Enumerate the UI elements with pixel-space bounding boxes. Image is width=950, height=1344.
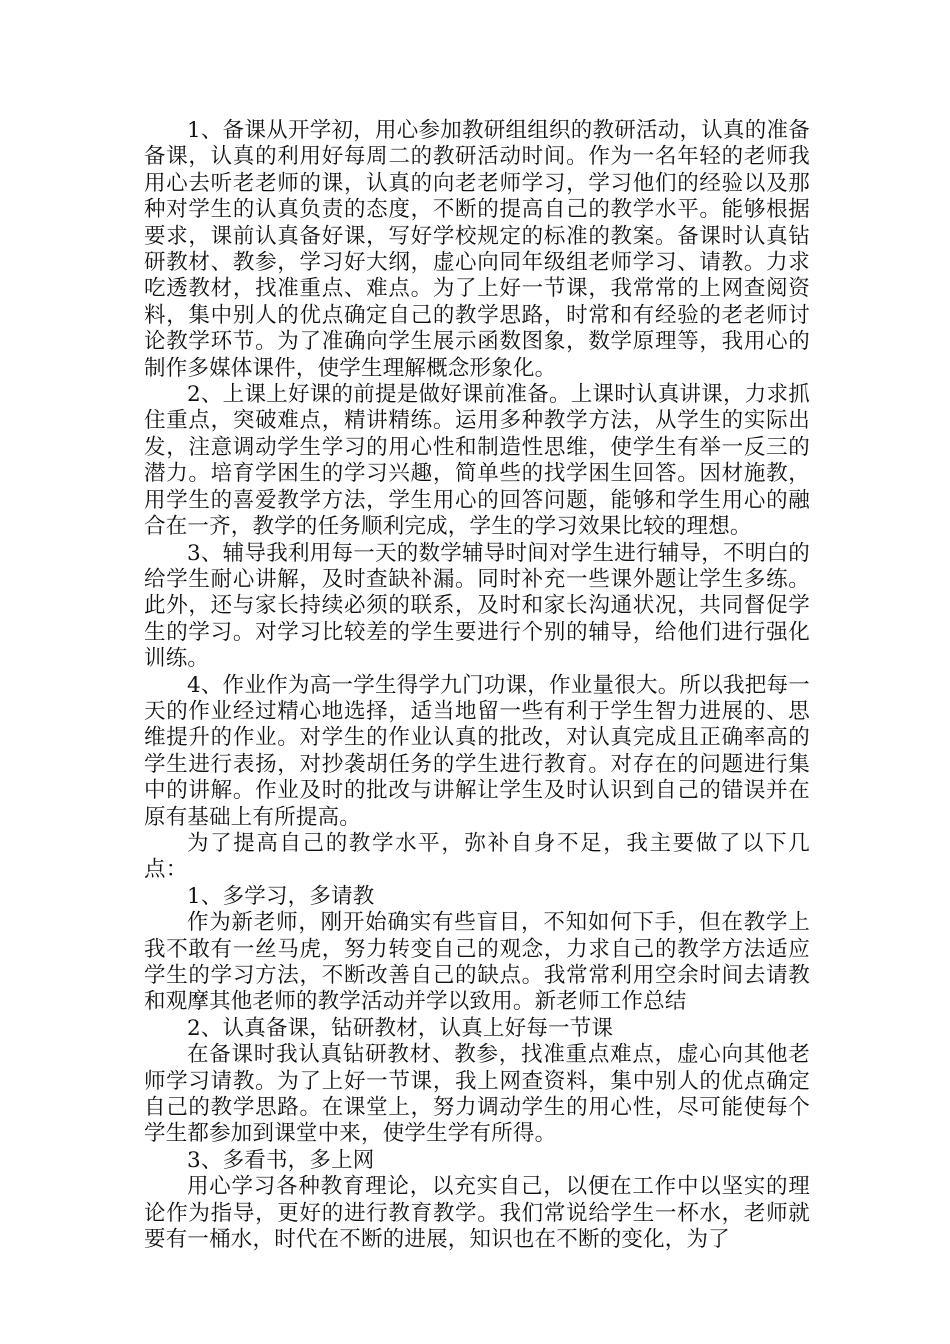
paragraph-homework: 4、作业作为高一学生得学九门功课，作业量很大。所以我把每一天的作业经过精心地选择，适当地留一些有利于学生智力进展的、思维提升的作业。对学生的作业认真的批改，对认真完成且正确率高的学生进行表扬，对抄袭胡任务的学生进行教育。对存在的问题进行集中的讲解。作业及时的批改与讲解让学生及时认识到自己的错误并在原有基础上有所提高。 [144, 672, 810, 830]
document-page [144, 118, 810, 1253]
heading-prepare-lessons: 2、认真备课，钻研教材，认真上好每一节课 [187, 1015, 614, 1041]
paragraph-teaching: 2、上课上好课的前提是做好课前准备。上课时认真讲课，力求抓住重点，突破难点，精讲精练。运用多种教学方法，从学生的实际出发，注意调动学生学习的用心性和制造性思维，使学生有举一反三的潜力。培育学困生的学习兴趣，简单些的找学困生回答。因材施教，用学生的喜爱教学方法，学生用心的回答问题，能够和学生用心的融合在一齐，教学的任务顺利完成，学生的学习效果比较的理想。 [144, 382, 810, 540]
paragraph-tutoring: 3、辅导我利用每一天的数学辅导时间对学生进行辅导，不明白的给学生耐心讲解，及时查缺补漏。同时补充一些课外题让学生多练。此外，还与家长持续必须的联系，及时和家长沟通状况，共同督促学生的学习。对学习比较差的学生要进行个别的辅导，给他们进行强化训练。 [144, 540, 810, 672]
paragraph-prepare-lessons: 在备课时我认真钻研教材、教参，找准重点难点，虚心向其他老师学习请教。为了上好一节课，我上网查资料，集中别人的优点确定自己的教学思路。在课堂上，努力调动学生的用心性，尽可能使每个学生都参加到课堂中来，使学生学有所得。 [144, 1042, 810, 1147]
heading-read-more: 3、多看书，多上网 [187, 1147, 375, 1173]
paragraph-learn-more: 作为新老师，刚开始确实有些盲目，不知如何下手，但在教学上我不敢有一丝马虎，努力转变自己的观念，力求自己的教学方法适应学生的学习方法，不断改善自己的缺点。我常常利用空余时间去请教和观摩其他老师的教学活动并学以致用。新老师工作总结 [144, 910, 810, 1015]
paragraph-improvement-intro: 为了提高自己的教学水平，弥补自身不足，我主要做了以下几点： [144, 830, 810, 883]
heading-learn-more: 1、多学习，多请教 [187, 883, 375, 909]
paragraph-lesson-prep: 1、备课从开学初，用心参加教研组组织的教研活动，认真的准备备课，认真的利用好每周二的教研活动时间。作为一名年轻的老师我用心去听老老师的课，认真的向老老师学习，学习他们的经验以及那种对学生的认真负责的态度，不断的提高自己的教学水平。能够根据要求，课前认真备好课，写好学校规定的标准的教案。备课时认真钻研教材、教参，学习好大纲，虚心向同年级组老师学习、请教。力求吃透教材，找准重点、难点。为了上好一节课，我常常的上网查阅资料，集中别人的优点确定自己的教学思路，时常和有经验的老老师讨论教学环节。为了准确向学生展示函数图象，数学原理等，我用心的制作多媒体课件，使学生理解概念形象化。 [144, 118, 810, 381]
paragraph-read-more: 用心学习各种教育理论，以充实自己，以便在工作中以坚实的理论作为指导，更好的进行教育教学。我们常说给学生一杯水，老师就要有一桶水，时代在不断的进展，知识也在不断的变化，为了 [144, 1174, 810, 1253]
